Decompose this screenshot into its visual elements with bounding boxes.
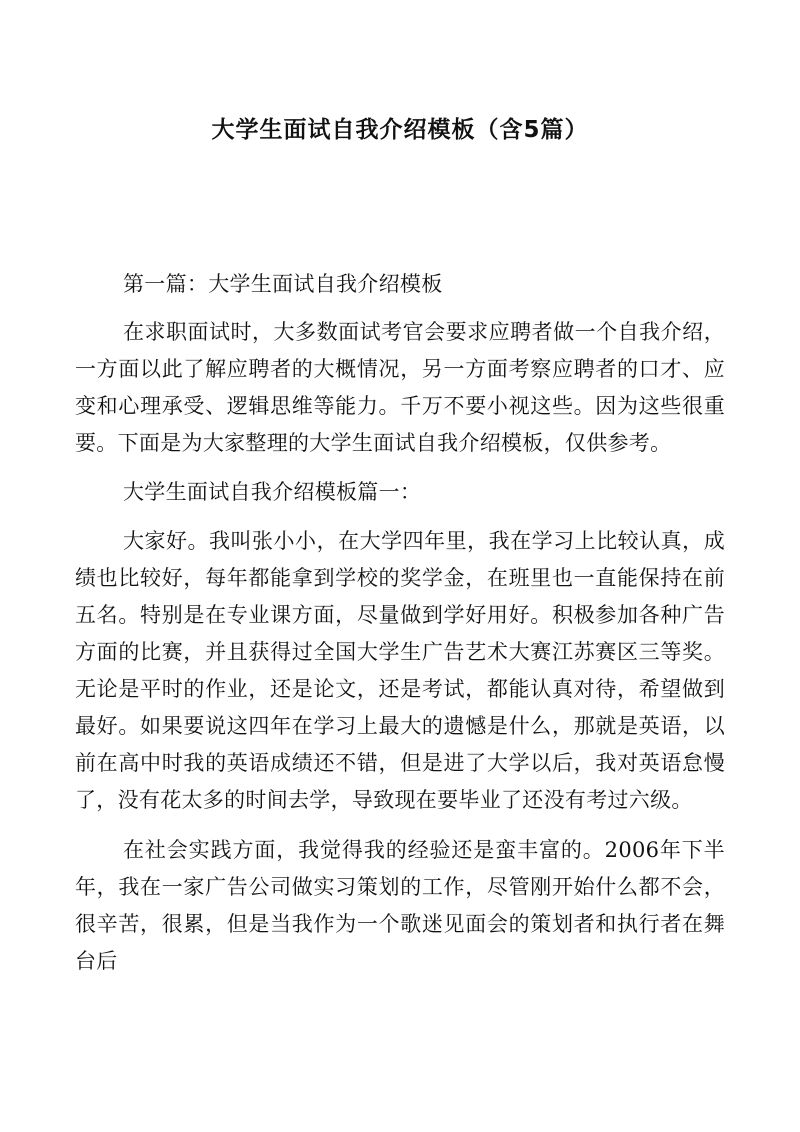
document-body xyxy=(75,266,725,980)
template-one-heading: 大学生面试自我介绍模板篇一： xyxy=(123,480,422,504)
template-one-paragraph-study: 大家好。我叫张小小，在大学四年里，我在学习上比较认真，成绩也比较好，每年都能拿到学校的奖学金，在班里也一直能保持在前五名。特别是在专业课方面，尽量做到学好用好。积极参加各种广告方面的比赛，并且获得过全国大学生广告艺术大赛江苏赛区三等奖。无论是平时的作业，还是论文，还是考试，都能认真对待，希望做到最好。如果要说这四年在学习上最大的遗憾是什么，那就是英语，以前在高中时我的英语成绩还不错，但是进了大学以后，我对英语怠慢了，没有花太多的时间去学，导致现在要毕业了还没有考过六级。 xyxy=(75,529,725,812)
document-title: 大学生面试自我介绍模板（含5篇） xyxy=(211,117,589,143)
template-one-paragraph-practice: 在社会实践方面，我觉得我的经验还是蛮丰富的。2006年下半年，我在一家广告公司做实习策划的工作，尽管刚开始什么都不会，很辛苦，很累，但是当我作为一个歌迷见面会的策划者和执行者在舞台后 xyxy=(75,838,725,973)
intro-paragraph: 在求职面试时，大多数面试考官会要求应聘者做一个自我介绍，一方面以此了解应聘者的大概情况，另一方面考察应聘者的口才、应变和心理承受、逻辑思维等能力。千万不要小视这些。因为这些很重要。下面是为大家整理的大学生面试自我介绍模板，仅供参考。 xyxy=(75,320,725,455)
section-heading-first: 第一篇：大学生面试自我介绍模板 xyxy=(123,272,443,296)
